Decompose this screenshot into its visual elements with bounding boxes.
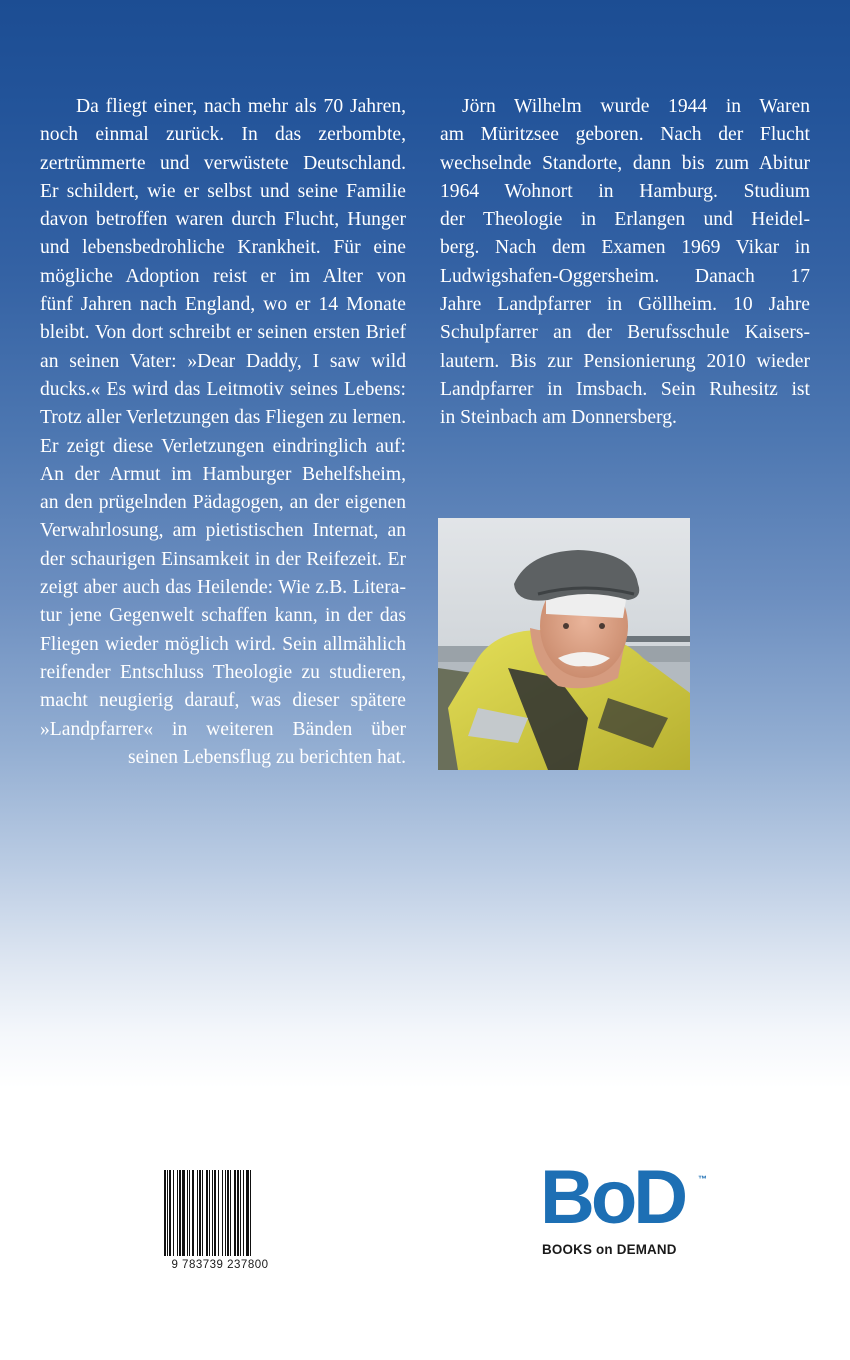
barcode-bar <box>177 1170 178 1256</box>
barcode-bar <box>209 1170 210 1256</box>
blurb-line: macht neugierig darauf, was dieser spätere <box>40 690 406 712</box>
blurb-line: bleibt. Von dort schreibt er seinen ersten Brief <box>40 322 406 344</box>
author_bio-line: in Steinbach am Donnersberg. <box>440 407 677 429</box>
author_bio-line: berg. Nach dem Examen 1969 Vikar in <box>440 237 810 259</box>
blurb-line: zertrümmerte und verwüstete Deutschland. <box>40 152 406 174</box>
blurb-line: fünf Jahren nach England, wo er 14 Monate <box>40 294 406 316</box>
barcode-bar <box>214 1170 216 1256</box>
blurb-line: der schaurigen Einsamkeit in der Reifezeit. Er <box>40 548 406 570</box>
blurb-line: seinen Lebensflug zu berichten hat. <box>127 746 406 768</box>
barcode-bar <box>230 1170 231 1256</box>
barcode-bars-icon <box>160 1168 280 1258</box>
blurb-line: Da fliegt einer, nach mehr als 70 Jahren, <box>76 96 406 117</box>
blurb-line: ducks.« Es wird das Leitmotiv seines Lebens: <box>40 378 406 400</box>
author_bio-line: 1964 Wohnort in Hamburg. Studium <box>440 180 810 202</box>
publisher-logo <box>540 1155 715 1262</box>
author_bio-line: Landpfarrer in Imsbach. Sein Ruhesitz ist <box>440 378 810 400</box>
blurb-line: an seinen Vater: »Dear Daddy, I saw wild <box>40 350 406 372</box>
blurb-line: Er zeigt diese Verletzungen eindringlich auf: <box>40 435 406 457</box>
blurb-text <box>40 93 406 772</box>
author_bio-line: Jahre Landpfarrer in Göllheim. 10 Jahre <box>440 294 810 316</box>
barcode-bar <box>189 1170 190 1256</box>
barcode-bar <box>246 1170 249 1256</box>
blurb-line: an den prügelnden Pädagogen, an der eigenen <box>40 492 406 514</box>
barcode-bar <box>206 1170 208 1256</box>
bod-logo-mark: BoD <box>540 1155 685 1240</box>
author_bio-line: am Müritzsee geboren. Nach der Flucht <box>440 124 810 146</box>
isbn-barcode <box>160 1168 280 1274</box>
blurb-line: zeigt aber auch das Heilende: Wie z.B. Litera- <box>40 577 406 599</box>
blurb-line: davon betroffen waren durch Flucht, Hunger <box>40 209 406 231</box>
barcode-bar <box>164 1170 166 1256</box>
barcode-bar <box>167 1170 168 1256</box>
barcode-bar <box>187 1170 188 1256</box>
barcode-bar <box>179 1170 181 1256</box>
trademark-symbol: ™ <box>698 1174 707 1184</box>
author_bio-line: Ludwigshafen-Oggersheim. Danach 17 <box>440 265 810 287</box>
author_bio-line: Jörn Wilhelm wurde 1944 in Waren <box>462 96 810 117</box>
author_bio-line: lautern. Bis zur Pensionierung 2010 wieder <box>440 350 810 372</box>
barcode-bar <box>218 1170 219 1256</box>
blurb-line: Er schildert, wie er selbst und seine Familie <box>40 180 406 202</box>
barcode-bar <box>192 1170 194 1256</box>
blurb-line: noch einmal zurück. In das zerbombte, <box>40 124 406 146</box>
publisher-name: BOOKS on DEMAND <box>542 1242 677 1257</box>
barcode-bar <box>225 1170 226 1256</box>
blurb-line: Fliegen wieder möglich wird. Sein allmählich <box>40 633 406 655</box>
barcode-bar <box>182 1170 185 1256</box>
blurb-line: Trotz aller Verletzungen das Fliegen zu lernen. <box>40 407 407 429</box>
barcode-bar <box>173 1170 174 1256</box>
blurb-line: und lebensbedrohliche Krankheit. Für eine <box>40 237 406 259</box>
barcode-bar <box>222 1170 223 1256</box>
barcode-bar <box>199 1170 201 1256</box>
barcode-bar <box>243 1170 244 1256</box>
barcode-bar <box>237 1170 239 1256</box>
author-bio-text <box>440 93 810 433</box>
barcode-bar <box>250 1170 251 1256</box>
barcode-bar <box>240 1170 241 1256</box>
blurb-line: tur jene Gegenwelt schaffen kann, in der das <box>40 605 406 627</box>
blurb-line: »Landpfarrer« in weiteren Bänden über <box>40 718 406 740</box>
barcode-bar <box>202 1170 203 1256</box>
blurb-line: Verwahrlosung, am pietistischen Internat, an <box>40 520 406 542</box>
author_bio-line: der Theologie in Erlangen und Heidel- <box>440 209 810 231</box>
barcode-bar <box>169 1170 171 1256</box>
barcode-bar <box>197 1170 198 1256</box>
blurb-line: mögliche Adoption reist er im Alter von <box>40 265 406 287</box>
barcode-bar <box>212 1170 213 1256</box>
isbn-number: 9 783739 237800 <box>171 1259 269 1271</box>
blurb-line: An der Armut im Hamburger Behelfsheim, <box>40 463 406 485</box>
barcode-bar <box>227 1170 229 1256</box>
author_bio-line: Schulpfarrer an der Berufsschule Kaisers- <box>440 322 810 344</box>
author_bio-line: wechselnde Standorte, dann bis zum Abitur <box>440 152 810 174</box>
barcode-bar <box>234 1170 236 1256</box>
blurb-line: reifender Entschluss Theologie zu studieren, <box>40 661 406 683</box>
author-photo <box>438 518 690 770</box>
